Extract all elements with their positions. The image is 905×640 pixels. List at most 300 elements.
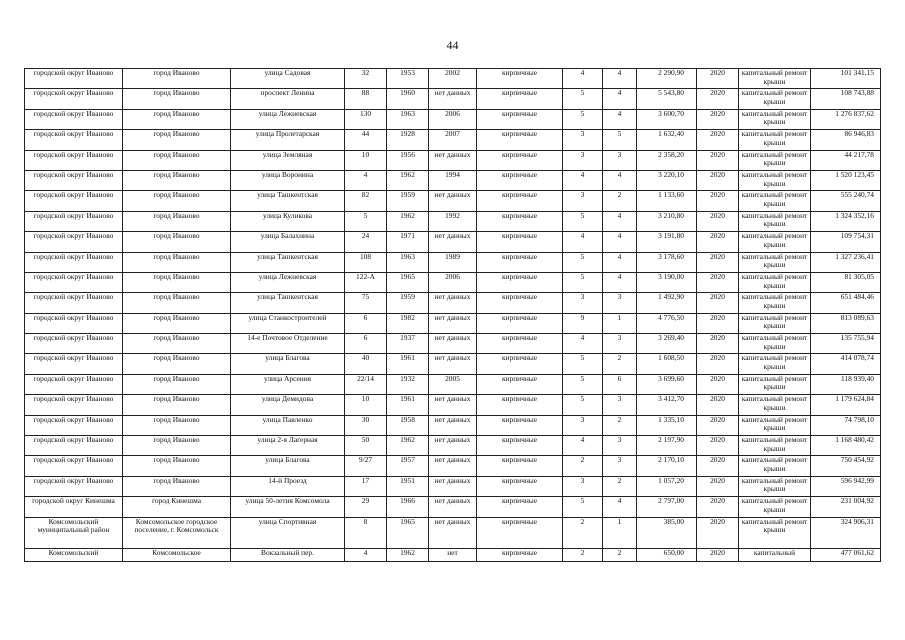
cell-last-repair-year: нет данных <box>429 293 477 313</box>
cell-total-area: 3 190,00 <box>637 272 697 292</box>
cell-build-year: 1962 <box>387 436 429 456</box>
cell-last-repair-year: нет данных <box>429 191 477 211</box>
cell-settlement: город Иваново <box>123 69 231 89</box>
cell-last-repair-year: нет данных <box>429 232 477 252</box>
cell-total-area: 3 178,60 <box>637 252 697 272</box>
cell-total-area: 2 170,10 <box>637 456 697 476</box>
cell-last-repair-year: 2005 <box>429 374 477 394</box>
cell-settlement: город Иваново <box>123 395 231 415</box>
cell-last-repair-year: нет данных <box>429 436 477 456</box>
cell-settlement: город Иваново <box>123 456 231 476</box>
cell-floors: 5 <box>563 497 603 517</box>
cell-build-year: 1951 <box>387 476 429 496</box>
cell-last-repair-year: 2007 <box>429 130 477 150</box>
cell-settlement: город Иваново <box>123 374 231 394</box>
cell-work-type: капитальный ремонт крыши <box>739 497 811 517</box>
cell-plan-year: 2020 <box>697 293 739 313</box>
houses-table <box>24 68 881 562</box>
table-row <box>25 548 881 561</box>
cell-total-area: 2 358,20 <box>637 150 697 170</box>
cell-work-type: капитальный ремонт крыши <box>739 150 811 170</box>
cell-plan-year: 2020 <box>697 252 739 272</box>
cell-wall-material: кирпичные <box>477 548 563 561</box>
cell-wall-material: кирпичные <box>477 89 563 109</box>
cell-work-type: капитальный ремонт крыши <box>739 334 811 354</box>
table-row <box>25 252 881 272</box>
cell-build-year: 1957 <box>387 456 429 476</box>
cell-municipality: городской округ Иваново <box>25 170 123 190</box>
cell-house-number: 10 <box>345 395 387 415</box>
cell-municipality: городской округ Иваново <box>25 476 123 496</box>
cell-street: улица Лежневская <box>231 272 345 292</box>
cell-wall-material: кирпичные <box>477 170 563 190</box>
cell-settlement: город Иваново <box>123 436 231 456</box>
cell-house-number: 40 <box>345 354 387 374</box>
cell-settlement: город Иваново <box>123 252 231 272</box>
cell-total-area: 2 290,90 <box>637 69 697 89</box>
cell-build-year: 1971 <box>387 232 429 252</box>
cell-plan-year: 2020 <box>697 436 739 456</box>
cell-municipality: городской округ Иваново <box>25 415 123 435</box>
cell-settlement: Комсомольское <box>123 548 231 561</box>
table-row <box>25 313 881 333</box>
cell-house-number: 75 <box>345 293 387 313</box>
cell-build-year: 1962 <box>387 211 429 231</box>
cell-settlement: город Иваново <box>123 130 231 150</box>
cell-street: улица Арсения <box>231 374 345 394</box>
cell-street: улица Балахнина <box>231 232 345 252</box>
cell-plan-year: 2020 <box>697 374 739 394</box>
cell-cost: 108 743,88 <box>811 89 881 109</box>
cell-municipality: Комсомольский муниципальный район <box>25 517 123 548</box>
cell-entrances: 4 <box>603 89 637 109</box>
cell-floors: 5 <box>563 354 603 374</box>
cell-entrances: 6 <box>603 374 637 394</box>
cell-total-area: 3 191,80 <box>637 232 697 252</box>
cell-build-year: 1932 <box>387 374 429 394</box>
cell-street: улица Ташкентская <box>231 252 345 272</box>
table-row <box>25 69 881 89</box>
cell-last-repair-year: нет данных <box>429 476 477 496</box>
cell-house-number: 4 <box>345 170 387 190</box>
cell-cost: 118 939,40 <box>811 374 881 394</box>
cell-floors: 4 <box>563 170 603 190</box>
cell-total-area: 650,00 <box>637 548 697 561</box>
cell-entrances: 3 <box>603 334 637 354</box>
cell-house-number: 5 <box>345 211 387 231</box>
cell-entrances: 2 <box>603 191 637 211</box>
cell-floors: 3 <box>563 476 603 496</box>
cell-last-repair-year: нет данных <box>429 89 477 109</box>
cell-house-number: 82 <box>345 191 387 211</box>
cell-last-repair-year: 1989 <box>429 252 477 272</box>
cell-settlement: город Иваново <box>123 415 231 435</box>
cell-plan-year: 2020 <box>697 456 739 476</box>
cell-cost: 1 168 480,42 <box>811 436 881 456</box>
cell-municipality: городской округ Иваново <box>25 395 123 415</box>
cell-last-repair-year: нет данных <box>429 415 477 435</box>
cell-work-type: капитальный ремонт крыши <box>739 109 811 129</box>
cell-floors: 4 <box>563 334 603 354</box>
cell-wall-material: кирпичные <box>477 436 563 456</box>
cell-build-year: 1959 <box>387 191 429 211</box>
cell-entrances: 1 <box>603 517 637 548</box>
cell-cost: 74 798,10 <box>811 415 881 435</box>
cell-entrances: 3 <box>603 456 637 476</box>
cell-street: проспект Ленина <box>231 89 345 109</box>
cell-total-area: 3 269,40 <box>637 334 697 354</box>
cell-build-year: 1962 <box>387 170 429 190</box>
cell-cost: 1 520 123,45 <box>811 170 881 190</box>
cell-settlement: город Иваново <box>123 293 231 313</box>
cell-work-type: капитальный <box>739 548 811 561</box>
cell-work-type: капитальный ремонт крыши <box>739 374 811 394</box>
cell-total-area: 3 600,70 <box>637 109 697 129</box>
page-number: 44 <box>446 38 459 52</box>
table-row <box>25 191 881 211</box>
cell-house-number: 17 <box>345 476 387 496</box>
cell-municipality: городской округ Иваново <box>25 252 123 272</box>
cell-plan-year: 2020 <box>697 395 739 415</box>
cell-floors: 5 <box>563 89 603 109</box>
cell-work-type: капитальный ремонт крыши <box>739 130 811 150</box>
cell-total-area: 1 057,20 <box>637 476 697 496</box>
cell-build-year: 1928 <box>387 130 429 150</box>
cell-municipality: городской округ Иваново <box>25 232 123 252</box>
cell-house-number: 32 <box>345 69 387 89</box>
cell-plan-year: 2020 <box>697 130 739 150</box>
cell-work-type: капитальный ремонт крыши <box>739 69 811 89</box>
cell-settlement: город Иваново <box>123 191 231 211</box>
table-row <box>25 150 881 170</box>
cell-entrances: 3 <box>603 395 637 415</box>
cell-total-area: 3 699,60 <box>637 374 697 394</box>
cell-last-repair-year: нет данных <box>429 334 477 354</box>
cell-build-year: 1958 <box>387 415 429 435</box>
table-row <box>25 170 881 190</box>
cell-build-year: 1953 <box>387 69 429 89</box>
cell-municipality: городской округ Иваново <box>25 354 123 374</box>
cell-settlement: город Иваново <box>123 232 231 252</box>
cell-cost: 414 078,74 <box>811 354 881 374</box>
cell-work-type: капитальный ремонт крыши <box>739 293 811 313</box>
cell-last-repair-year: 2002 <box>429 69 477 89</box>
cell-total-area: 1 608,50 <box>637 354 697 374</box>
cell-house-number: 6 <box>345 334 387 354</box>
cell-build-year: 1961 <box>387 395 429 415</box>
cell-work-type: капитальный ремонт крыши <box>739 415 811 435</box>
cell-total-area: 385,00 <box>637 517 697 548</box>
cell-last-repair-year: 1994 <box>429 170 477 190</box>
table-row <box>25 211 881 231</box>
cell-cost: 1 179 624,84 <box>811 395 881 415</box>
cell-municipality: городской округ Иваново <box>25 109 123 129</box>
cell-wall-material: кирпичные <box>477 232 563 252</box>
cell-settlement: город Иваново <box>123 334 231 354</box>
cell-work-type: капитальный ремонт крыши <box>739 436 811 456</box>
cell-street: улица Земляная <box>231 150 345 170</box>
cell-entrances: 4 <box>603 272 637 292</box>
cell-entrances: 5 <box>603 130 637 150</box>
cell-entrances: 2 <box>603 548 637 561</box>
cell-wall-material: кирпичные <box>477 354 563 374</box>
cell-entrances: 3 <box>603 150 637 170</box>
cell-wall-material: кирпичные <box>477 497 563 517</box>
cell-floors: 2 <box>563 456 603 476</box>
table-row <box>25 456 881 476</box>
cell-last-repair-year: 2006 <box>429 272 477 292</box>
cell-work-type: капитальный ремонт крыши <box>739 272 811 292</box>
cell-cost: 1 324 352,16 <box>811 211 881 231</box>
cell-total-area: 2 197,90 <box>637 436 697 456</box>
cell-entrances: 2 <box>603 415 637 435</box>
cell-plan-year: 2020 <box>697 232 739 252</box>
cell-plan-year: 2020 <box>697 334 739 354</box>
cell-municipality: городской округ Иваново <box>25 374 123 394</box>
cell-floors: 5 <box>563 374 603 394</box>
cell-build-year: 1963 <box>387 109 429 129</box>
cell-wall-material: кирпичные <box>477 415 563 435</box>
cell-floors: 2 <box>563 548 603 561</box>
cell-cost: 1 276 837,62 <box>811 109 881 129</box>
cell-work-type: капитальный ремонт крыши <box>739 211 811 231</box>
cell-build-year: 1959 <box>387 293 429 313</box>
cell-municipality: городской округ Иваново <box>25 191 123 211</box>
cell-entrances: 2 <box>603 476 637 496</box>
cell-wall-material: кирпичные <box>477 476 563 496</box>
cell-street: улица Павленко <box>231 415 345 435</box>
cell-build-year: 1956 <box>387 150 429 170</box>
cell-cost: 44 217,78 <box>811 150 881 170</box>
cell-floors: 3 <box>563 130 603 150</box>
cell-entrances: 4 <box>603 109 637 129</box>
cell-wall-material: кирпичные <box>477 109 563 129</box>
cell-work-type: капитальный ремонт крыши <box>739 89 811 109</box>
cell-wall-material: кирпичные <box>477 150 563 170</box>
cell-house-number: 29 <box>345 497 387 517</box>
cell-house-number: 22/14 <box>345 374 387 394</box>
table-row <box>25 436 881 456</box>
cell-last-repair-year: нет данных <box>429 313 477 333</box>
cell-total-area: 4 776,50 <box>637 313 697 333</box>
cell-build-year: 1982 <box>387 313 429 333</box>
cell-settlement: город Кинешма <box>123 497 231 517</box>
cell-house-number: 50 <box>345 436 387 456</box>
cell-street: улица Воронина <box>231 170 345 190</box>
cell-house-number: 24 <box>345 232 387 252</box>
table-row <box>25 395 881 415</box>
cell-municipality: городской округ Иваново <box>25 130 123 150</box>
cell-wall-material: кирпичные <box>477 252 563 272</box>
cell-municipality: городской округ Иваново <box>25 334 123 354</box>
cell-cost: 81 305,05 <box>811 272 881 292</box>
cell-cost: 101 341,15 <box>811 69 881 89</box>
cell-street: 14-е Почтовое Отделение <box>231 334 345 354</box>
cell-settlement: город Иваново <box>123 313 231 333</box>
table-row <box>25 272 881 292</box>
cell-entrances: 4 <box>603 69 637 89</box>
table-row <box>25 476 881 496</box>
table-row <box>25 374 881 394</box>
cell-street: Вокзальный пер. <box>231 548 345 561</box>
cell-work-type: капитальный ремонт крыши <box>739 456 811 476</box>
cell-total-area: 3 220,10 <box>637 170 697 190</box>
cell-cost: 135 755,94 <box>811 334 881 354</box>
cell-plan-year: 2020 <box>697 272 739 292</box>
cell-floors: 3 <box>563 150 603 170</box>
table-body <box>25 69 881 562</box>
cell-street: улица Пролетарская <box>231 130 345 150</box>
cell-street: улица Демидова <box>231 395 345 415</box>
table-row <box>25 293 881 313</box>
cell-floors: 9 <box>563 313 603 333</box>
cell-last-repair-year: 1992 <box>429 211 477 231</box>
cell-work-type: капитальный ремонт крыши <box>739 170 811 190</box>
cell-wall-material: кирпичные <box>477 293 563 313</box>
cell-entrances: 1 <box>603 313 637 333</box>
table-row <box>25 354 881 374</box>
cell-last-repair-year: нет данных <box>429 517 477 548</box>
cell-cost: 750 454,92 <box>811 456 881 476</box>
cell-street: улица Спортивная <box>231 517 345 548</box>
cell-floors: 5 <box>563 252 603 272</box>
table-row <box>25 517 881 548</box>
cell-build-year: 1966 <box>387 497 429 517</box>
cell-house-number: 6 <box>345 313 387 333</box>
cell-house-number: 88 <box>345 89 387 109</box>
cell-house-number: 10 <box>345 150 387 170</box>
cell-plan-year: 2020 <box>697 476 739 496</box>
cell-plan-year: 2020 <box>697 415 739 435</box>
cell-last-repair-year: нет данных <box>429 456 477 476</box>
table-row <box>25 497 881 517</box>
cell-build-year: 1937 <box>387 334 429 354</box>
cell-wall-material: кирпичные <box>477 374 563 394</box>
cell-floors: 3 <box>563 293 603 313</box>
cell-cost: 109 754,31 <box>811 232 881 252</box>
cell-settlement: город Иваново <box>123 476 231 496</box>
cell-settlement: город Иваново <box>123 354 231 374</box>
cell-cost: 477 061,62 <box>811 548 881 561</box>
cell-build-year: 1961 <box>387 354 429 374</box>
cell-house-number: 122-А <box>345 272 387 292</box>
cell-cost: 86 946,83 <box>811 130 881 150</box>
cell-total-area: 5 543,80 <box>637 89 697 109</box>
table-row <box>25 109 881 129</box>
cell-build-year: 1963 <box>387 252 429 272</box>
cell-cost: 813 089,63 <box>811 313 881 333</box>
cell-floors: 4 <box>563 436 603 456</box>
cell-work-type: капитальный ремонт крыши <box>739 232 811 252</box>
table-row <box>25 89 881 109</box>
cell-work-type: капитальный ремонт крыши <box>739 395 811 415</box>
cell-settlement: город Иваново <box>123 109 231 129</box>
cell-cost: 555 240,74 <box>811 191 881 211</box>
cell-entrances: 3 <box>603 436 637 456</box>
cell-total-area: 1 133,60 <box>637 191 697 211</box>
cell-street: улица Благова <box>231 456 345 476</box>
cell-street: улица 2-я Лагерная <box>231 436 345 456</box>
cell-settlement: город Иваново <box>123 150 231 170</box>
cell-floors: 5 <box>563 272 603 292</box>
cell-last-repair-year: нет данных <box>429 354 477 374</box>
cell-cost: 324 906,31 <box>811 517 881 548</box>
cell-wall-material: кирпичные <box>477 191 563 211</box>
cell-settlement: город Иваново <box>123 89 231 109</box>
cell-settlement: Комсомольское городское поселение, г. Комсомольск <box>123 517 231 548</box>
cell-floors: 3 <box>563 415 603 435</box>
cell-cost: 651 484,46 <box>811 293 881 313</box>
cell-floors: 4 <box>563 69 603 89</box>
cell-wall-material: кирпичные <box>477 130 563 150</box>
cell-plan-year: 2020 <box>697 354 739 374</box>
cell-house-number: 44 <box>345 130 387 150</box>
cell-plan-year: 2020 <box>697 548 739 561</box>
cell-house-number: 108 <box>345 252 387 272</box>
cell-street: улица Благова <box>231 354 345 374</box>
cell-municipality: городской округ Иваново <box>25 293 123 313</box>
cell-last-repair-year: 2006 <box>429 109 477 129</box>
cell-entrances: 2 <box>603 354 637 374</box>
cell-work-type: капитальный ремонт крыши <box>739 354 811 374</box>
cell-work-type: капитальный ремонт крыши <box>739 313 811 333</box>
cell-floors: 4 <box>563 232 603 252</box>
table-row <box>25 334 881 354</box>
cell-wall-material: кирпичные <box>477 517 563 548</box>
cell-build-year: 1962 <box>387 548 429 561</box>
cell-entrances: 4 <box>603 497 637 517</box>
cell-floors: 2 <box>563 517 603 548</box>
cell-build-year: 1960 <box>387 89 429 109</box>
cell-work-type: капитальный ремонт крыши <box>739 476 811 496</box>
cell-street: улица 50-летия Комсомола <box>231 497 345 517</box>
cell-municipality: городской округ Иваново <box>25 211 123 231</box>
cell-last-repair-year: нет данных <box>429 395 477 415</box>
cell-total-area: 3 210,80 <box>637 211 697 231</box>
cell-entrances: 4 <box>603 170 637 190</box>
cell-cost: 1 327 236,41 <box>811 252 881 272</box>
cell-house-number: 9/27 <box>345 456 387 476</box>
cell-cost: 231 004,92 <box>811 497 881 517</box>
cell-last-repair-year: нет данных <box>429 497 477 517</box>
cell-wall-material: кирпичные <box>477 334 563 354</box>
cell-municipality: городской округ Иваново <box>25 69 123 89</box>
cell-cost: 596 942,99 <box>811 476 881 496</box>
cell-wall-material: кирпичные <box>477 211 563 231</box>
cell-total-area: 1 632,40 <box>637 130 697 150</box>
cell-wall-material: кирпичные <box>477 272 563 292</box>
cell-total-area: 1 335,10 <box>637 415 697 435</box>
cell-street: улица Ташкентская <box>231 293 345 313</box>
cell-plan-year: 2020 <box>697 517 739 548</box>
table-row <box>25 415 881 435</box>
cell-plan-year: 2020 <box>697 191 739 211</box>
cell-total-area: 2 797,00 <box>637 497 697 517</box>
cell-plan-year: 2020 <box>697 89 739 109</box>
cell-floors: 3 <box>563 191 603 211</box>
cell-plan-year: 2020 <box>697 109 739 129</box>
cell-house-number: 4 <box>345 548 387 561</box>
cell-plan-year: 2020 <box>697 211 739 231</box>
cell-wall-material: кирпичные <box>477 395 563 415</box>
cell-plan-year: 2020 <box>697 170 739 190</box>
cell-build-year: 1965 <box>387 517 429 548</box>
table-row <box>25 130 881 150</box>
cell-street: улица Станкостроителей <box>231 313 345 333</box>
cell-house-number: 8 <box>345 517 387 548</box>
cell-wall-material: кирпичные <box>477 313 563 333</box>
cell-plan-year: 2020 <box>697 497 739 517</box>
